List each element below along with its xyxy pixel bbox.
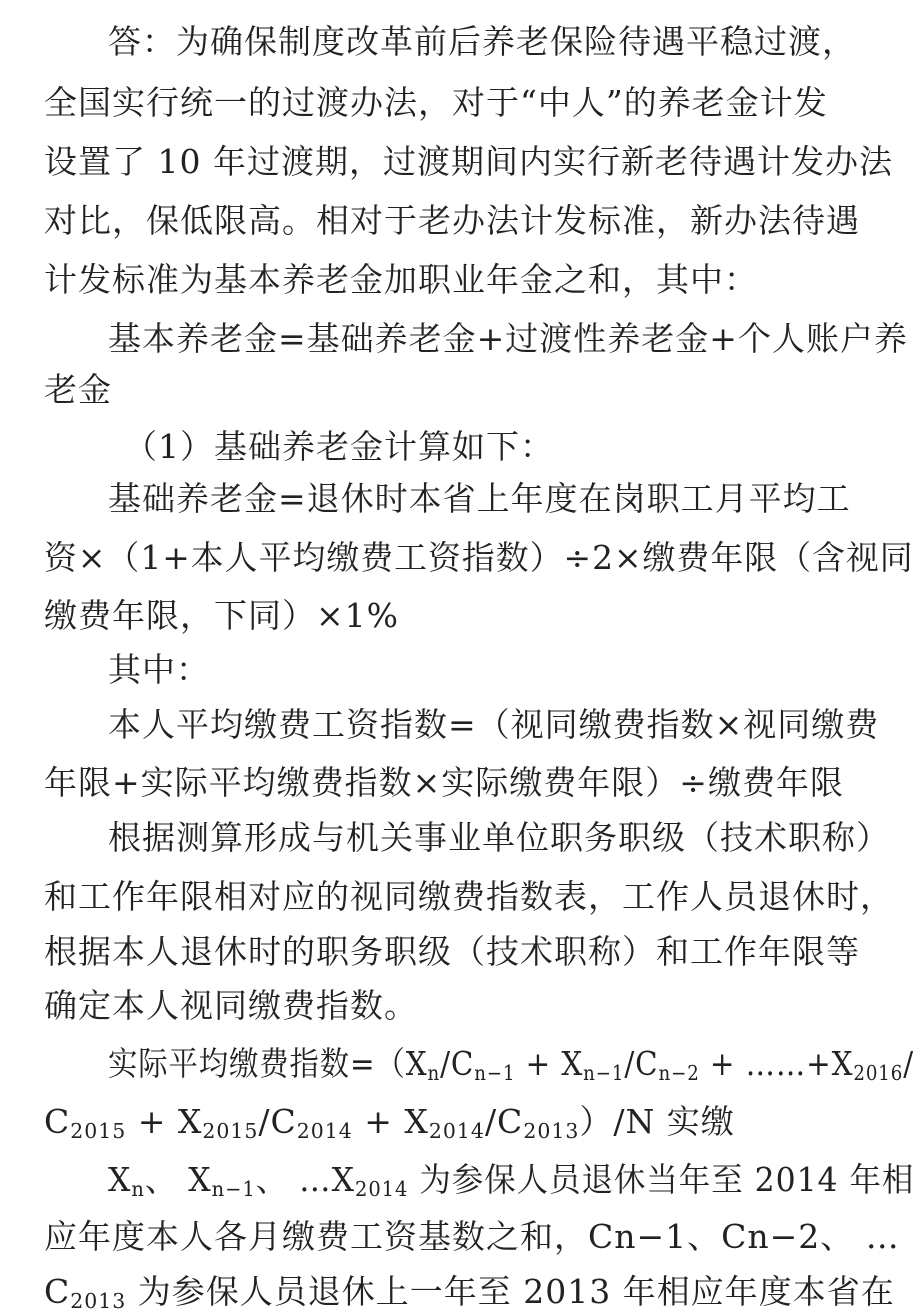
- formula-actual-index-line1: 实际平均缴费指数$=(X_n/C_{n-1} + X_{n-1}/C_{n-2}$ + $\dots\dots+X_{2016}/$: [108, 1044, 914, 1086]
- variables-definition-line1: $X_n$、 $X_{n-1}$、 $\dots X_{2014}$ 为参保人员退休当年至 2014 年相: [108, 1160, 915, 1202]
- text-line: 对比，保低限高。相对于老办法计发标准，新办法待遇: [44, 201, 860, 240]
- text-line: 设置了 10 年过渡期，过渡期间内实行新老待遇计发办法: [44, 142, 893, 181]
- text-line: 确定本人视同缴费指数。: [44, 986, 418, 1025]
- section-heading: （1）基础养老金计算如下：: [124, 427, 554, 466]
- text-line: 全国实行统一的过渡办法，对于“中人”的养老金计发: [44, 83, 828, 122]
- text-line: 老金: [44, 370, 112, 409]
- text-line: 计发标准为基本养老金加职业年金之和，其中：: [44, 260, 758, 299]
- variables-definition-line3: $C_{2013}$ 为参保人员退休上一年至 2013 年相应年度本省在: [44, 1272, 895, 1314]
- formula-avg-index: 本人平均缴费工资指数=（视同缴费指数×视同缴费: [108, 705, 880, 744]
- text-line: 缴费年限，下同）×1%: [44, 596, 400, 635]
- formula-base-pension: 基础养老金=退休时本省上年度在岗职工月平均工: [108, 479, 851, 518]
- text-line: 和工作年限相对应的视同缴费指数表，工作人员退休时，: [44, 877, 894, 916]
- text-line: 年限+实际平均缴费指数×实际缴费年限）÷缴费年限: [44, 763, 844, 802]
- text-line: 应年度本人各月缴费工资基数之和，Cn−1、Cn−2、 …: [44, 1217, 900, 1256]
- answer-intro-line: 答：为确保制度改革前后养老保险待遇平稳过渡，: [108, 22, 856, 61]
- text-line: 根据本人退休时的职务职级（技术职称）和工作年限等: [44, 932, 860, 971]
- formula-basic-pension: 基本养老金=基础养老金+过渡性养老金+个人账户养: [108, 319, 908, 358]
- text-line: 根据测算形成与机关事业单位职务职级（技术职称）: [108, 818, 890, 857]
- text-line: 资×（1+本人平均缴费工资指数）÷2×缴费年限（含视同: [44, 538, 914, 577]
- text-line: 其中：: [108, 650, 210, 689]
- formula-actual-index-line2: $C_{2015} + X_{2015}/C_{2014} + X_{2014}/C_{2013})/N$ 实缴: [44, 1102, 735, 1144]
